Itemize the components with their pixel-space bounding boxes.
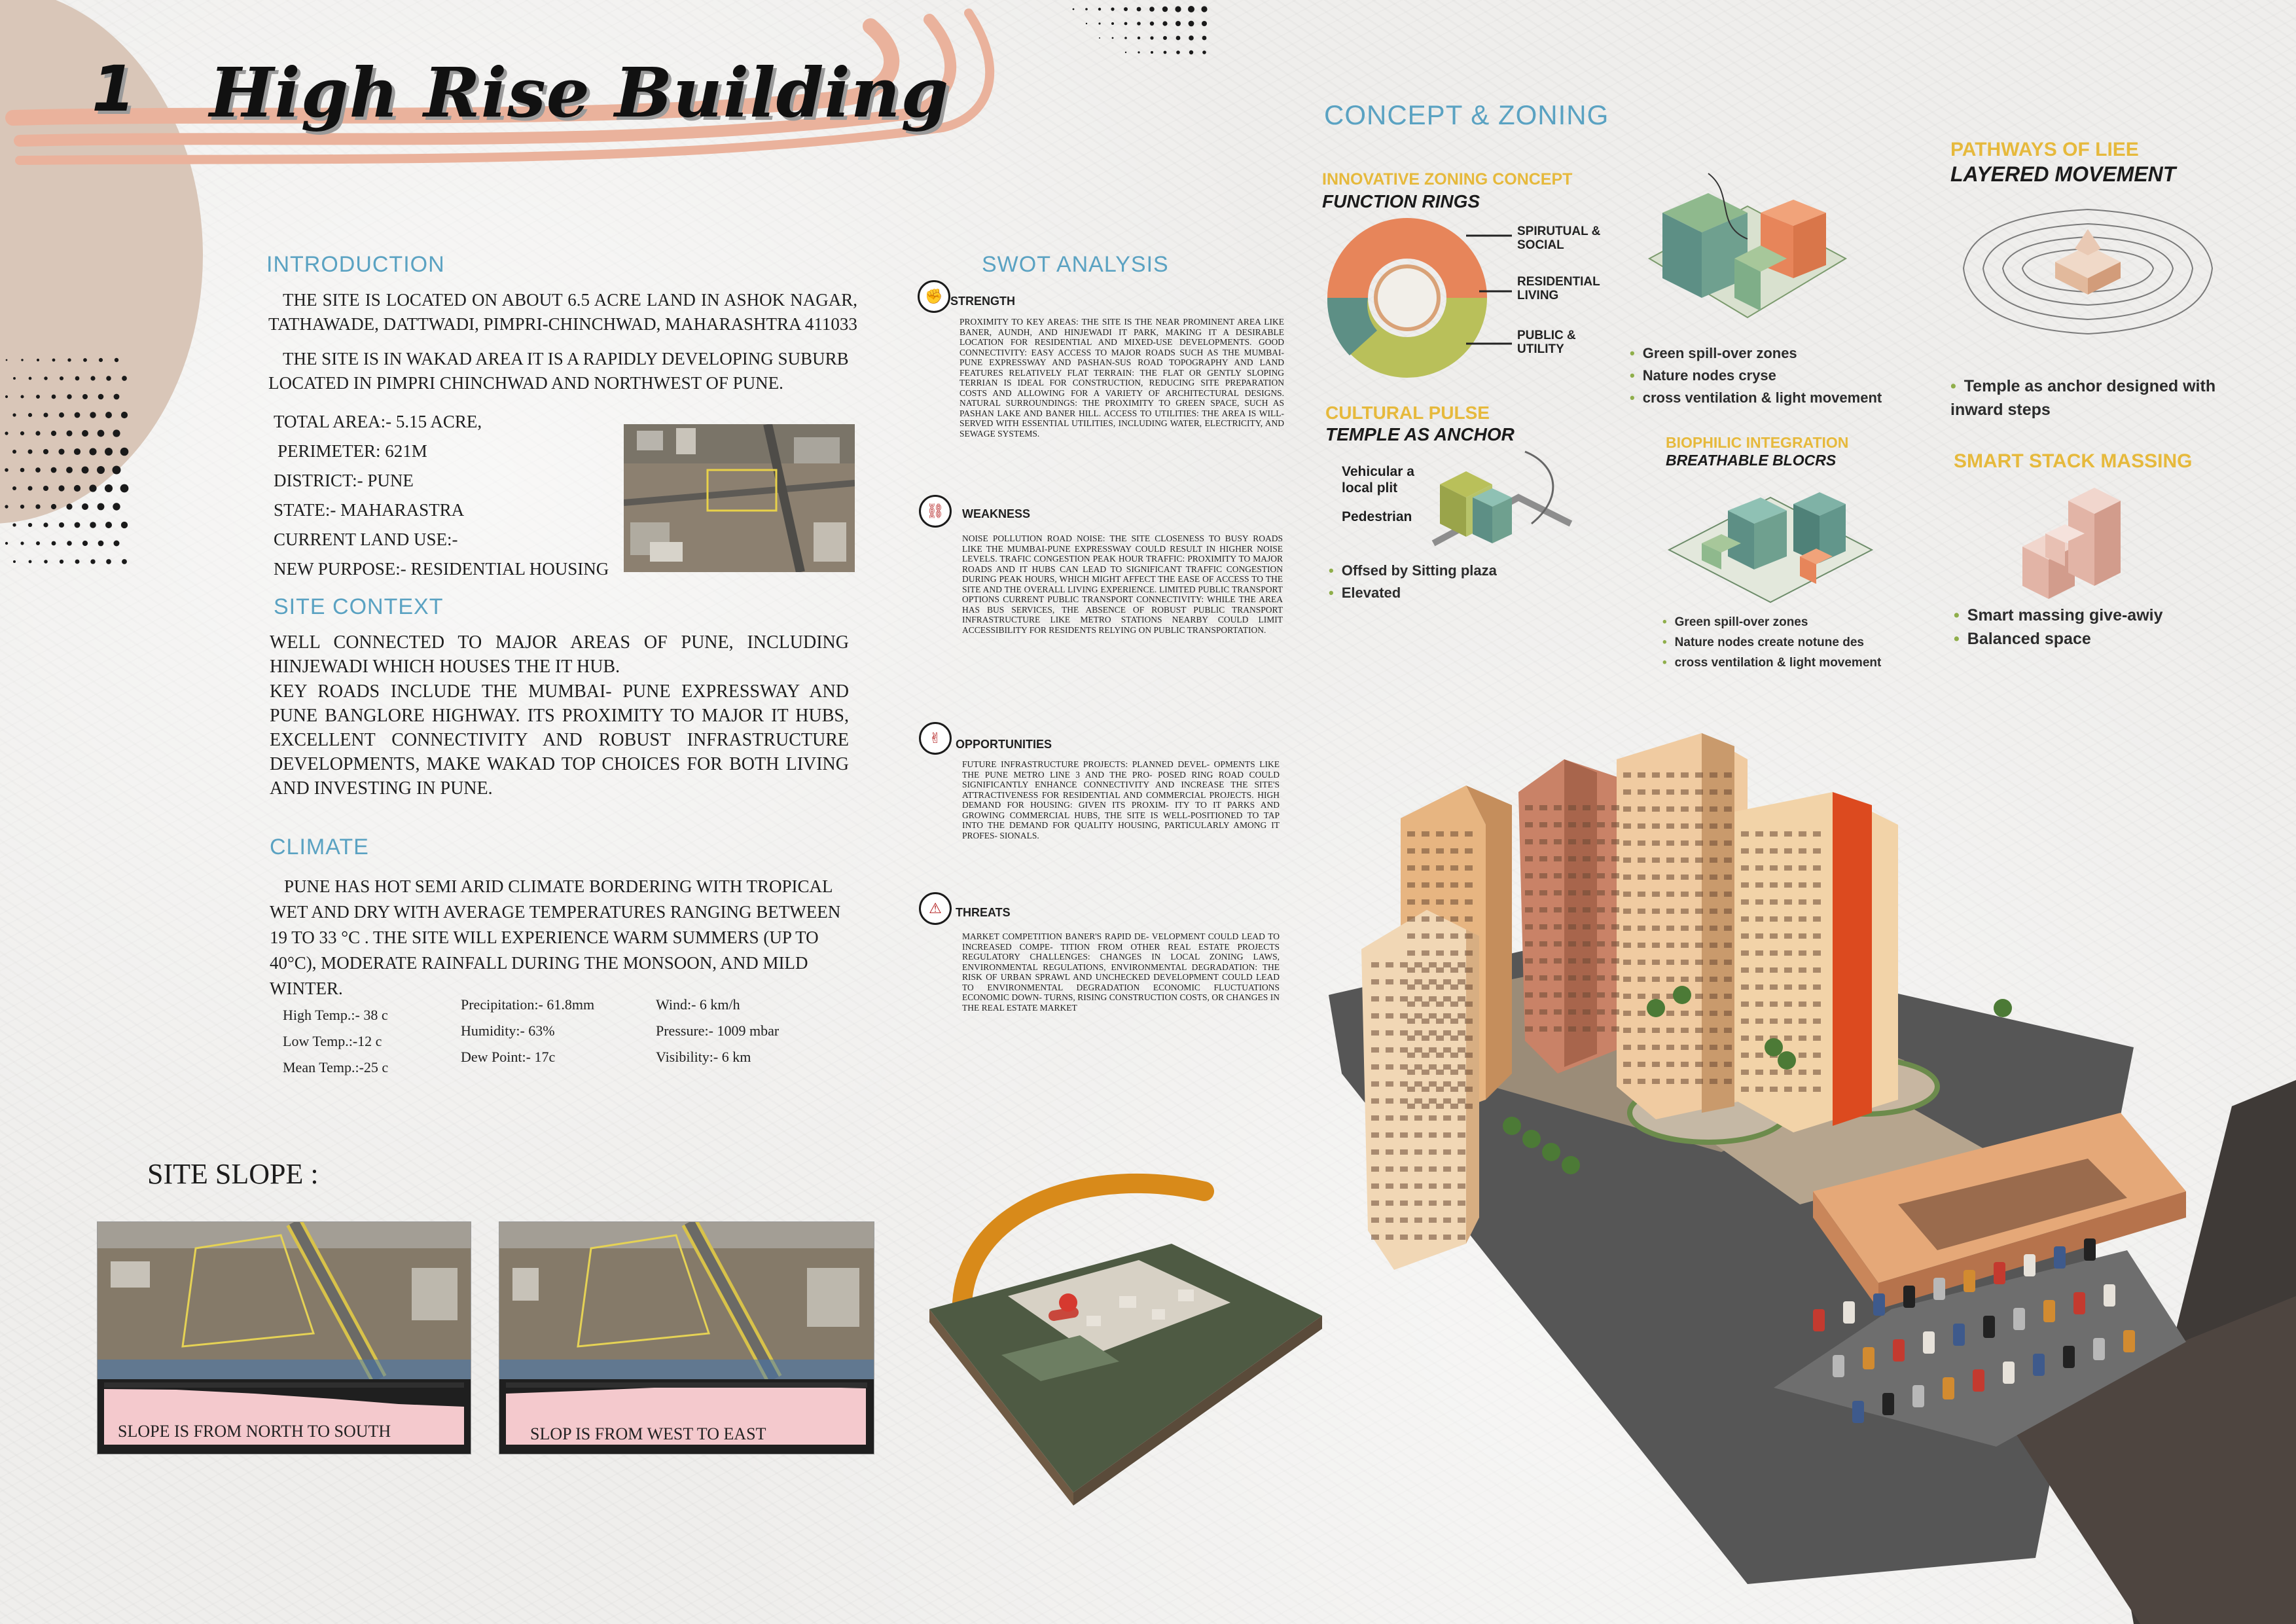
introduction-paragraph-1: THE SITE IS LOCATED ON ABOUT 6.5 ACRE LAND IN ASHOK NAGAR, TATHAWADE, DATTWADI, PIMPRI-CHINCHWAD, MAHARASHTRA 411033 (268, 290, 857, 334)
zoning-subtitle: FUNCTION RINGS (1322, 191, 1480, 211)
pathways-bullets (1950, 374, 2225, 422)
climate-paragraph: PUNE HAS HOT SEMI ARID CLIMATE BORDERING WITH TROPICAL WET AND DRY WITH AVERAGE TEMPERATURES RANGING BETWEEN 19 TO 33 °C . THE SITE WILL EXPERIENCE WARM SUMMERS (UP TO 40°C), MODERATE RAINFALL DURING THE MONSOON, AND MILD WINTER. (270, 876, 841, 998)
biophilic-bullet-3: • cross ventilation & light movement (1662, 653, 1881, 673)
spec-district: DISTRICT:- PUNE (274, 471, 414, 490)
pressure: Pressure:- 1009 mbar (656, 1022, 780, 1039)
strength-text: PROXIMITY TO KEY AREAS: THE SITE IS THE NEAR PROMINENT AREA LIKE BANER, AUNDH, AND HINJEWADI IT PARK, MAKING IT A DESIRABLE LOCATION FOR RESIDENTIAL AND MIXED-USE DEVELOPMENTS. GOOD CONNECTIVITY: EASY ACCESS TO MAJOR ROADS SUCH AS THE MUMBAI-PUNE EXPRESSWAY AND PASHAN-SUS ROAD TOPOGRAPHY AND LAND FEATURES RELATIVELY FLAT TERRAIN: THE FLAT OR GENTLY SLOPING TERRIAN IS IDEAL FOR CONSTRUCTION, REDUCING SITE PREPARATION COSTS AND ALLOWING FOR A VARIETY OF ARCHITECTURAL DESIGNS. NATURAL SURROUNDINGS: THE PROXIMITY TO GREEN SPACE, SUCH AS PASHAN LAKE AND BANER HILL. ACCESS TO UTILITIES: THE AREA IS WILL-SERVED WITH ESSENTIAL UTILITIES, INCLUDING WATER, ELECTRICITY, AND SEWAGE SYSTEMS. (960, 317, 1284, 439)
cultural-bullet-2: • Elevated (1329, 582, 1497, 604)
broken-link-icon: ⛓ (919, 495, 952, 528)
cultural-subtitle: TEMPLE AS ANCHOR (1325, 424, 1515, 444)
climate-col-2 (461, 990, 594, 1068)
stack-bullets (1954, 604, 2163, 651)
stack-bullet-2: • Balanced space (1954, 627, 2163, 651)
stack-title: SMART STACK MASSING (1954, 450, 2193, 472)
spec-land-use: CURRENT LAND USE:- (274, 530, 458, 549)
site-model-with-arch (923, 1165, 1329, 1506)
warning-icon: ⚠ (919, 892, 952, 925)
threats-title: THREATS (956, 906, 1011, 919)
stack-massing-diagram (2009, 481, 2140, 605)
introduction-paragraph-2: THE SITE IS IN WAKAD AREA IT IS A RAPIDLY DEVELOPING SUBURB LOCATED IN PIMPRI CHINCHWAD AND NORTHWEST OF PUNE. (268, 349, 849, 393)
site-context-paragraph-1: WELL CONNECTED TO MAJOR AREAS OF PUNE, INCLUDING HINJEWADI WHICH HOUSES THE IT HUB. (270, 632, 849, 677)
humidity: Humidity:- 63% (461, 1022, 555, 1039)
spec-state: STATE:- MAHARASTRA (274, 500, 465, 520)
vehicular-label: Vehicular a local plit (1342, 464, 1414, 496)
mean-temp: Mean Temp.:-25 c (283, 1059, 389, 1075)
slope-image-north-south (97, 1221, 471, 1454)
pathways-bullet-1: • Temple as anchor designed with inward steps (1950, 374, 2225, 422)
climate-col-1 (283, 1000, 388, 1079)
fist-icon: ✊ (918, 280, 950, 313)
cultural-bullets (1329, 560, 1497, 604)
opportunities-text: FUTURE INFRASTRUCTURE PROJECTS: PLANNED DEVEL- OPMENTS LIKE THE PUNE METRO LINE 3 AND THE PRO- POSED RING ROAD COULD SIGNIFICANTLY ENHANCE CONNECTIVITY AND INCREASE THE SITE'S ATTRACTIVENESS FOR RESIDENTIAL AND COMMERCIAL PROJECTS. HIGH DEMAND FOR HOUSING: GIVEN ITS PROXIM- ITY TO IT PARKS AND GROWING COMMERCIAL HUBS, THE SITE IS WELL-POSITIONED TO TAP INTO THE DEMAND FOR QUALITY HOUSING, PARTICULARLY AMONG IT PROFES- SIONALS. (962, 759, 1280, 840)
layered-movement-diagram (1944, 190, 2232, 353)
site-specs-list (274, 407, 614, 584)
cultural-title: CULTURAL PULSE (1325, 403, 1490, 423)
3d-building-render (1316, 733, 2296, 1624)
spec-new-purpose: NEW PURPOSE:- RESIDENTIAL HOUSING (274, 559, 609, 579)
biophilic-bullet-1: • Green spill-over zones (1662, 612, 1881, 632)
biophilic-subtitle: BREATHABLE BLOCRS (1666, 452, 1837, 469)
threats-text: MARKET COMPETITION BANER'S RAPID DE- VELOPMENT COULD LEAD TO INCREASED COMPE- TITION FROM OTHER REAL ESTATE PROJECTS REGULATORY CHALLENGES: CHANGES IN LOCAL ZONING LAWS, ENVIRONMENTAL REGULATIONS, ENVIRONMENTAL DEGRADATION: THE RISK OF URBAN SPRAWL AND UNCHECKED DEVELOPMENT COULD LEAD TO ENVIRONMENTAL DEGRADATION ECONOMIC FLUCTUATIONS ECONOMIC DOWN- TURNS, RISING CONSTRUCTION COSTS, OR CHANGES IN THE REAL ESTATE MARKET (962, 931, 1280, 1013)
high-temp: High Temp.:- 38 c (283, 1007, 388, 1023)
concept-heading: CONCEPT & ZONING (1324, 99, 1609, 130)
page-number: 1 (92, 52, 135, 126)
green-bullets (1630, 342, 1882, 409)
pathways-subtitle: LAYERED MOVEMENT (1950, 162, 2176, 186)
breathable-blocks-diagram (1662, 471, 1878, 615)
stack-bullet-1: • Smart massing give-awiy (1954, 604, 2163, 627)
dew-point: Dew Point:- 17c (461, 1049, 556, 1065)
temple-anchor-diagram (1427, 445, 1577, 556)
zoning-title: INNOVATIVE ZONING CONCEPT (1322, 170, 1573, 189)
cultural-bullet-1: • Offsed by Sitting plaza (1329, 560, 1497, 582)
page-title: High Rise Building (209, 52, 950, 133)
strength-title: STRENGTH (950, 295, 1015, 308)
biophilic-bullets (1662, 612, 1881, 673)
green-bullet-3: • cross ventilation & light movement (1630, 387, 1882, 409)
climate-heading: CLIMATE (270, 835, 369, 859)
pedestrian-label: Pedestrian (1342, 509, 1412, 524)
site-aerial-image (624, 424, 855, 572)
wind: Wind:- 6 km/h (656, 996, 740, 1013)
opportunities-title: OPPORTUNITIES (956, 738, 1052, 751)
low-temp: Low Temp.:-12 c (283, 1033, 382, 1049)
slope-caption-1: SLOPE IS FROM NORTH TO SOUTH (118, 1422, 391, 1441)
green-bullet-2: • Nature nodes cryse (1630, 365, 1882, 387)
opportunity-icon: ✌ (919, 722, 952, 755)
site-context-paragraph-2: KEY ROADS INCLUDE THE MUMBAI- PUNE EXPRESSWAY AND PUNE BANGLORE HIGHWAY. ITS PROXIMITY TO MAJOR IT HUBS, EXCELLENT CONNECTIVITY AND ROBUST INFRASTRUCTURE DEVELOPMENTS, MAKE WAKAD TOP CHOICES FOR BOTH LIVING AND INVESTING IN PUNE. (270, 681, 849, 799)
site-slope-heading: SITE SLOPE : (147, 1158, 319, 1190)
spec-perimeter: PERIMETER: 621M (278, 441, 427, 461)
weakness-title: WEAKNESS (962, 507, 1031, 520)
ring-label-residential: RESIDENTIAL LIVING (1517, 275, 1600, 302)
weakness-text: NOISE POLLUTION ROAD NOISE: THE SITE CLOSENESS TO BUSY ROADS LIKE THE MUMBAI-PUNE EXPRESSWAY COULD RESULT IN HIGHER NOISE LEVELS. TRAFIC CONGESTION PEAK HOUR TRAFFIC: PROXIMITY TO MAJOR ROADS AND IT HUBS CAN LEAD TO SIGNIFICANT TRAFFIC CONGESTION DURING PEAK HOURS, WHICH MIGHT AFFECT THE EASE OF ACCESS TO THE SITE AND THE OVERALL LIVING EXPERIENCE. LIMITED PUBLIC TRANSPORT OPTIONS CURRENT PUBLIC TRANSPORT CONNECTIVITY: WHILE THE AREA HAS BUS SERVICES, THE ABSENCE OF ROBUST PUBLIC TRANSPORT INFRASTRUCTURE LIKE METRO STATIONS NEARBY COULD LIMIT ACCESSIBILITY FOR RESIDENTS RELYING ON PUBLIC TRANSPORTATION. (962, 533, 1283, 635)
ring-label-public: PUBLIC & UTILITY (1517, 329, 1576, 356)
ring-label-spiritual: SPIRUTUAL & SOCIAL (1517, 225, 1601, 252)
green-blocks-diagram (1636, 167, 1859, 337)
spec-total-area: TOTAL AREA:- 5.15 ACRE, (274, 412, 482, 431)
slope-image-west-east (499, 1221, 874, 1454)
green-bullet-1: • Green spill-over zones (1630, 342, 1882, 365)
swot-heading: SWOT ANALYSIS (982, 252, 1169, 277)
slope-caption-2: SLOP IS FROM WEST TO EAST (530, 1424, 766, 1443)
precipitation: Precipitation:- 61.8mm (461, 996, 595, 1013)
introduction-heading: INTRODUCTION (266, 252, 445, 277)
site-context-heading: SITE CONTEXT (274, 594, 444, 619)
biophilic-title: BIOPHILIC INTEGRATION (1666, 434, 1849, 451)
dot-pattern-left (0, 353, 144, 589)
pathways-title: PATHWAYS OF LIEE (1950, 139, 2139, 160)
biophilic-bullet-2: • Nature nodes create notune des (1662, 632, 1881, 653)
visibility: Visibility:- 6 km (656, 1049, 751, 1065)
climate-col-3 (656, 990, 779, 1068)
